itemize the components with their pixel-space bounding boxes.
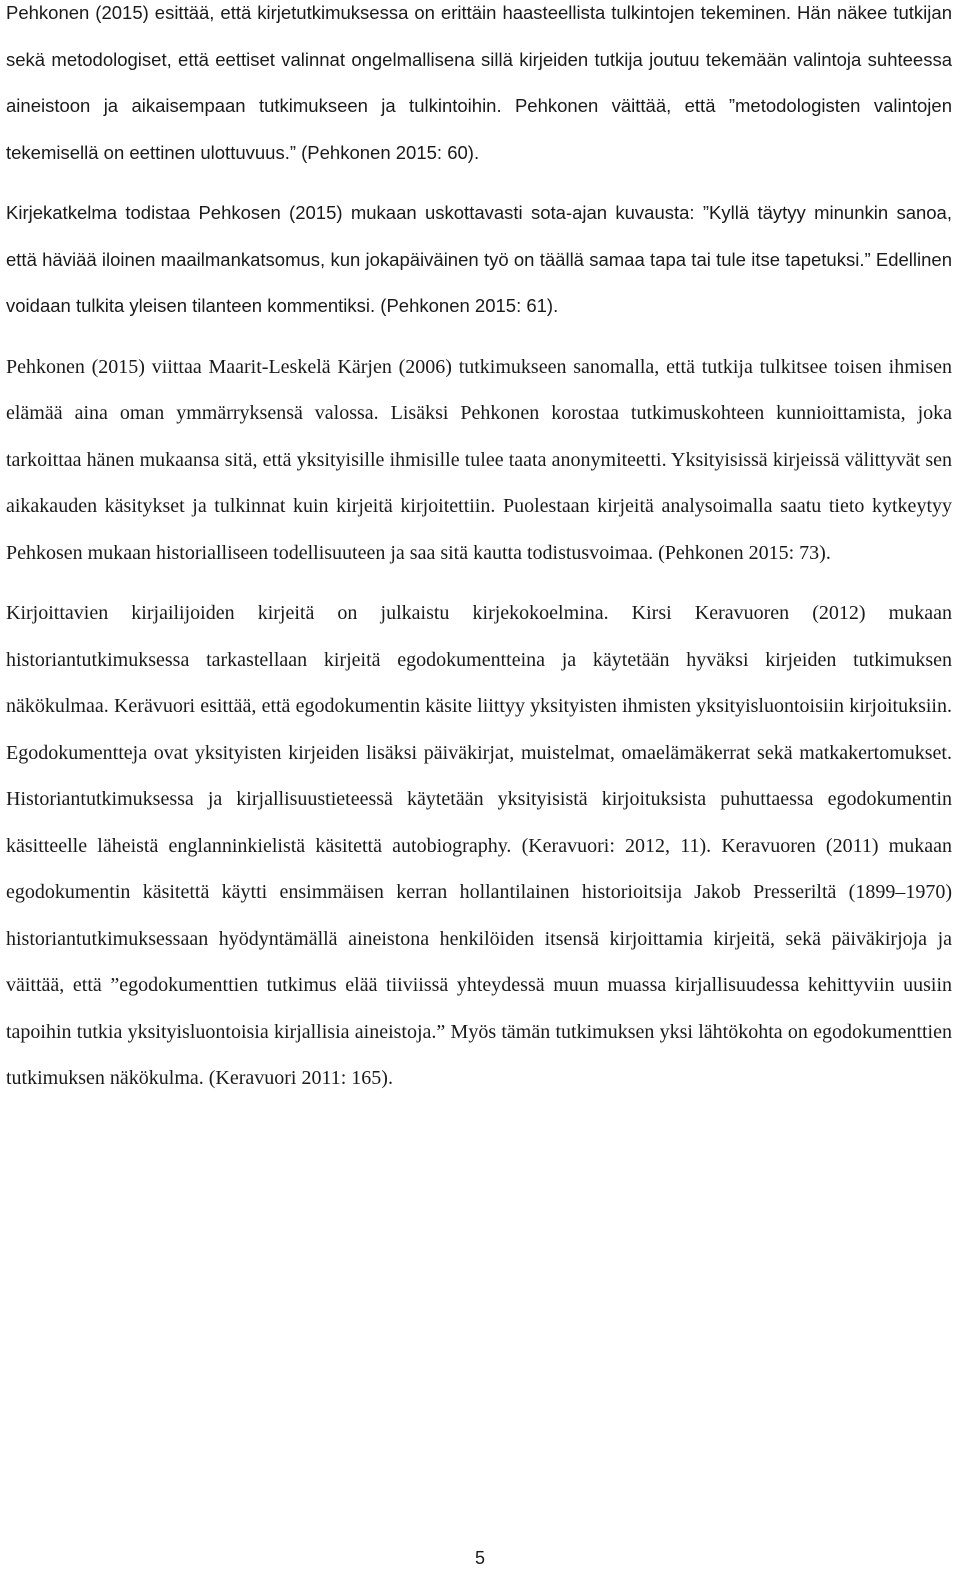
paragraph-2: Kirjekatkelma todistaa Pehkosen (2015) mukaan uskottavasti sota-ajan kuvausta: ”Kyllä täytyy minunkin sanoa, että häviää iloinen maailmankatsomus, kun jokapäiväinen työ on täällä samaa tapa tai tule itse tapetuksi.” Edellinen voidaan tulkita yleisen tilanteen kommentiksi. (Pehkonen 2015: 61). (6, 202, 952, 316)
paragraph-3: Pehkonen (2015) viittaa Maarit-Leskelä Kärjen (2006) tutkimukseen sanomalla, että tutkija tulkitsee toisen ihmisen elämää aina oman ymmärryksensä valossa. Lisäksi Pehkonen korostaa tutkimuskohteen kunnioittamista, joka tarkoittaa hänen mukaansa sitä, että yksityisille ihmisille tulee taata anonymiteetti. Yksityisissä kirjeissä välittyvät sen aikakauden käsitykset ja tulkinnat kuin kirjeitä kirjoitettiin. Puolestaan kirjeitä analysoimalla saatu tieto kytkeytyy Pehkosen mukaan historialliseen todellisuuteen ja saa sitä kautta todistusvoimaa. (Pehkonen 2015: 73). (6, 355, 952, 564)
page-number: 5 (474, 1548, 485, 1568)
paragraph-4: Kirjoittavien kirjailijoiden kirjeitä on julkaistu kirjekokoelmina. Kirsi Keravuoren (2012) mukaan historiantutkimuksessa tarkastellaan kirjeitä egodokumentteina ja käytetään hyväksi kirjeiden tutkimuksen näkökulmaa. Kerävuori esittää, että egodokumentin käsite liittyy yksityisten ihmisten yksityisluontoisiin kirjoituksiin. Egodokumentteja ovat yksityisten kirjeiden lisäksi päiväkirjat, muistelmat, omaelämäkerrat sekä matkakertomukset. Historiantutkimuksessa ja kirjallisuustieteessä käytetään yksityisistä kirjoituksista puhuttaessa egodokumentin käsitteelle läheistä englanninkielistä käsitettä autobiography. (Keravuori: 2012, 11). Keravuoren (2011) mukaan egodokumentin käsitettä käytti ensimmäisen kerran hollantilainen historioitsija Jakob Presseriltä (1899–1970) historiantutkimuksessaan hyödyntämällä aineistona henkilöiden itsensä kirjoittamia kirjeitä, sekä päiväkirjoja ja väittää, että ”egodokumenttien tutkimus elää tiiviissä yhteydessä muun muassa kirjallisuudessa kehittyviin uusiin tapoihin tutkia yksityisluontoisia kirjallisia aineistoja.” Myös tämän tutkimuksen yksi lähtökohta on egodokumenttien tutkimuksen näkökulma. (Keravuori 2011: 165). (6, 602, 952, 1089)
paragraph-1: Pehkonen (2015) esittää, että kirjetutkimuksessa on erittäin haasteellista tulkintojen tekeminen. Hän näkee tutkijan sekä metodologiset, että eettiset valinnat ongelmallisena sillä kirjeiden tutkija joutuu tekemään valintoja suhteessa aineistoon ja aikaisempaan tutkimukseen ja tulkintoihin. Pehkonen väittää, että ”metodologisten valintojen tekemisellä on eettinen ulottuvuus.” (Pehkonen 2015: 60). (6, 2, 952, 163)
